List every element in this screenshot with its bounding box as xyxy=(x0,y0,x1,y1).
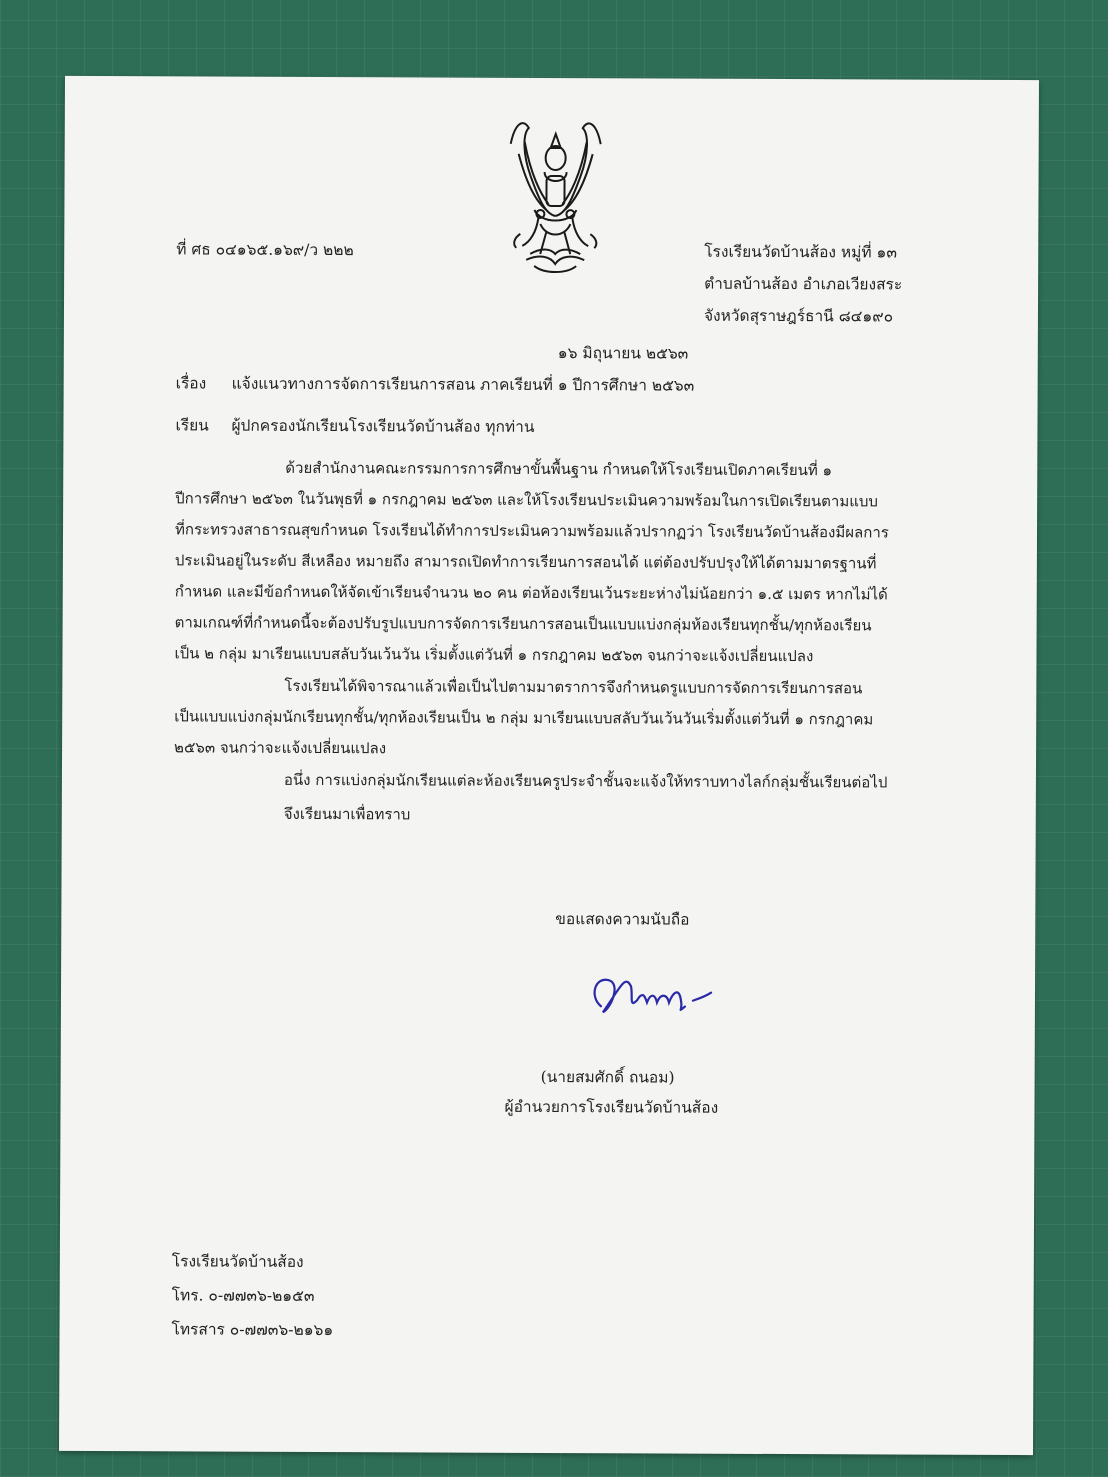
footer-phone: โทร. ๐-๗๗๓๖-๒๑๕๓ xyxy=(171,1286,315,1305)
recipient-label: เรียน xyxy=(175,416,209,435)
paragraph-3-line-1: อนึ่ง การแบ่งกลุ่มนักเรียนแต่ละห้องเรียนครูประจำชั้นจะแจ้งให้ทราบทางไลก์กลุ่มชั้นเรียนต่อไป xyxy=(283,770,888,792)
reference-number: ที่ ศธ ๐๔๑๖๕.๑๖๙/ว ๒๒๒ xyxy=(176,240,354,260)
footer-school-name: โรงเรียนวัดบ้านส้อง xyxy=(171,1252,304,1271)
garuda-emblem-icon xyxy=(500,114,611,282)
letter-date: ๑๖ มิถุนายน ๒๕๖๓ xyxy=(557,344,689,363)
paragraph-2-line-2: เป็นแบบแบ่งกลุ่มนักเรียนทุกชั้น/ทุกห้องเรียนเป็น ๒ กลุ่ม มาเรียนแบบสลับวันเว้นวันเริ่มตั้งแต่วันที่ ๑ กรกฎาคม xyxy=(174,707,874,729)
paragraph-1-line-7: เป็น ๒ กลุ่ม มาเรียนแบบสลับวันเว้นวัน เริ่มตั้งแต่วันที่ ๑ กรกฎาคม ๒๕๖๓ จนกว่าจะแจ้งเปลี่ยนแปลง xyxy=(174,644,814,666)
school-address-line-2: ตำบลบ้านส้อง อำเภอเวียงสระ xyxy=(704,274,903,294)
footer-fax: โทรสาร ๐-๗๗๓๖-๒๑๖๑ xyxy=(171,1320,334,1340)
paragraph-1-line-5: กำหนด และมีข้อกำหนดให้จัดเข้าเรียนจำนวน ๒๐ คน ต่อห้องเรียนเว้นระยะห่างไม่น้อยกว่า ๑.๕ เมตร หากไม่ได้ xyxy=(174,582,888,604)
paragraph-2-line-3: ๒๕๖๓ จนกว่าจะแจ้งเปลี่ยนแปลง xyxy=(174,738,387,758)
handwritten-signature xyxy=(581,956,741,1027)
paragraph-1-line-3: ที่กระทรวงสาธารณสุขกำหนด โรงเรียนได้ทำการประเมินความพร้อมแล้วปรากฏว่า โรงเรียนวัดบ้านส้องมีผลการ xyxy=(174,520,889,542)
school-address-line-1: โรงเรียนวัดบ้านส้อง หมู่ที่ ๑๓ xyxy=(704,242,897,262)
closing-salutation: ขอแสดงความนับถือ xyxy=(555,910,690,929)
paragraph-2-line-1: โรงเรียนได้พิจารณาแล้วเพื่อเป็นไปตามมาตราการจึงกำหนดรูแบบการจัดการเรียนการสอน xyxy=(284,676,863,698)
paragraph-1-line-6: ตามเกณฑ์ที่กำหนดนี้จะต้องปรับรูปแบบการจัดการเรียนการสอนเป็นแบบแบ่งกลุ่มห้องเรียนทุกชั้น/ทุกห้องเรียน xyxy=(174,613,872,635)
paragraph-1-line-2: ปีการศึกษา ๒๕๖๓ ในวันพุธที่ ๑ กรกฎาคม ๒๕๖๓ และให้โรงเรียนประเมินความพร้อมในการเปิดเรียนตามแบบ xyxy=(175,489,879,511)
subject-label: เรื่อง xyxy=(175,374,207,393)
signer-title: ผู้อำนวยการโรงเรียนวัดบ้านส้อง xyxy=(504,1097,719,1117)
signer-name: (นายสมศักดิ์ ถนอม) xyxy=(540,1067,675,1087)
paragraph-1-line-1: ด้วยสำนักงานคณะกรรมการการศึกษาขั้นพื้นฐาน กำหนดให้โรงเรียนเปิดภาคเรียนที่ ๑ xyxy=(285,458,833,480)
paragraph-1-line-4: ประเมินอยู่ในระดับ สีเหลือง หมายถึง สามารถเปิดทำการเรียนการสอนได้ แต่ต้องปรับปรุงให้ได้ตามมาตรฐานที่ xyxy=(174,551,877,573)
recipient-text: ผู้ปกครองนักเรียนโรงเรียนวัดบ้านส้อง ทุกท่าน xyxy=(231,416,535,436)
school-address-line-3: จังหวัดสุราษฎร์ธานี ๘๔๑๙๐ xyxy=(703,306,894,326)
subject-text: แจ้งแนวทางการจัดการเรียนการสอน ภาคเรียนที่ ๑ ปีการศึกษา ๒๕๖๓ xyxy=(231,374,695,395)
paragraph-4-line-1: จึงเรียนมาเพื่อทราบ xyxy=(283,804,411,824)
letter-paper xyxy=(59,76,1039,1455)
